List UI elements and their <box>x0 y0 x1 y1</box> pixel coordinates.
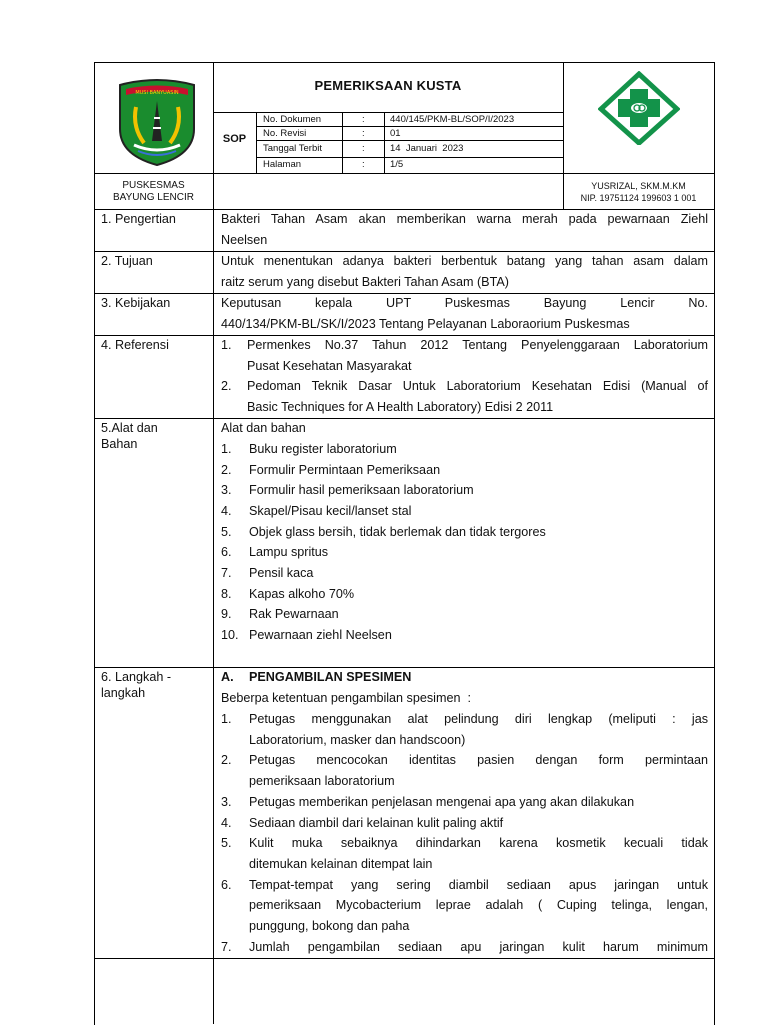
section-label-pengertian: 1. Pengertian <box>101 212 176 226</box>
section-label-kebijakan: 3. Kebijakan <box>101 296 171 310</box>
list-item-line: Pedoman Teknik Dasar Untuk Laboratorium Kesehatan Edisi (Manual of <box>247 379 708 393</box>
section-text-line: Keputusan kepala UPT Puskesmas Bayung Lencir No. <box>221 296 708 310</box>
list-number: 9. <box>221 607 232 621</box>
list-item: Lampu spritus <box>249 545 329 559</box>
list-item-line: Laboratorium, masker dan handscoon) <box>249 733 466 747</box>
list-item: Rak Pewarnaan <box>249 607 339 621</box>
list-item-line: Petugas mencocokan identitas pasien dengan form permintaan <box>249 753 708 767</box>
header-bottom-line <box>94 173 714 174</box>
meta-colon-revision: : <box>362 128 365 139</box>
section-label-alat-bahan: 5.Alat dan <box>101 421 158 435</box>
list-number: 1. <box>221 712 232 726</box>
sop-divider <box>256 112 257 173</box>
section-intro: Alat dan bahan <box>221 421 306 435</box>
list-number: 6. <box>221 545 232 559</box>
row5-bottom-line <box>94 667 714 668</box>
list-item-line: Petugas memberikan penjelasan mengenai apa yang akan dilakukan <box>249 795 635 809</box>
list-item: Buku register laboratorium <box>249 442 397 456</box>
meta-label-doc: No. Dokumen <box>263 114 322 125</box>
list-number: 4. <box>221 504 232 518</box>
section-label-tujuan: 2. Tujuan <box>101 254 153 268</box>
list-item-line: Sediaan diambil dari kelainan kulit paling aktif <box>249 816 504 830</box>
section-label-referensi: 4. Referensi <box>101 338 169 352</box>
subheading-pengambilan-spesimen: PENGAMBILAN SPESIMEN <box>249 670 412 684</box>
meta-value-revision: 01 <box>390 128 401 139</box>
list-item: Pensil kaca <box>249 566 314 580</box>
meta-label-revision: No. Revisi <box>263 128 307 139</box>
list-item: Kapas alkoho 70% <box>249 587 355 601</box>
section-text-line: Bakteri Tahan Asam akan memberikan warna merah pada pewarnaan Ziehl <box>221 212 708 226</box>
row4-bottom-line <box>94 418 714 419</box>
org-row-bottom-line <box>94 209 714 210</box>
signer-name: YUSRIZAL, SKM.M.KM <box>591 181 686 191</box>
section-intro: Beberpa ketentuan pengambilan spesimen : <box>221 691 471 705</box>
meta-value-doc-number: 440/145/PKM-BL/SOP/I/2023 <box>390 114 515 125</box>
section-text-line: Untuk menentukan adanya bakteri berbentuk batang yang tahan asam dalam <box>221 254 708 268</box>
list-number: 2. <box>221 379 232 393</box>
list-number: 6. <box>221 878 232 892</box>
list-item-line: Tempat-tempat yang sering diambil sediaan apus jaringan untuk <box>249 878 708 892</box>
row3-bottom-line <box>94 335 714 336</box>
list-item: Pewarnaan ziehl Neelsen <box>249 628 392 642</box>
list-number: 4. <box>221 816 232 830</box>
list-item: Skapel/Pisau kecil/lanset stal <box>249 504 412 518</box>
list-number: 5. <box>221 836 232 850</box>
meta-colon-divider <box>384 112 385 173</box>
meta-colon-page: : <box>362 159 365 170</box>
regional-coat-of-arms-icon <box>114 77 200 167</box>
section-label-langkah: 6. Langkah - <box>101 670 172 684</box>
list-number: 7. <box>221 566 232 580</box>
org-name-line2: BAYUNG LENCIR <box>113 192 194 203</box>
list-number: 2. <box>221 753 232 767</box>
meta-label-date: Tanggal Terbit <box>263 143 322 154</box>
section-text-line: 440/134/PKM-BL/SK/I/2023 Tentang Pelayanan Laboraorium Puskesmas <box>221 317 630 331</box>
row2-bottom-line <box>94 293 714 294</box>
meta-label-divider <box>342 112 343 173</box>
list-number: 1. <box>221 442 232 456</box>
row1-bottom-line <box>94 251 714 252</box>
meta-value-date: 14 Januari 2023 <box>390 143 464 154</box>
sop-label: SOP <box>222 133 247 145</box>
list-number: 2. <box>221 463 232 477</box>
list-item: Formulir hasil pemeriksaan laboratorium <box>249 483 474 497</box>
section-label-langkah-line2: langkah <box>101 686 146 700</box>
meta-colon-doc: : <box>362 114 365 125</box>
list-item: Objek glass bersih, tidak berlemak dan tidak tergores <box>249 525 546 539</box>
list-item-line: punggung, bokong dan paha <box>249 919 410 933</box>
signer-nip: NIP. 19751124 199603 1 001 <box>580 193 697 203</box>
list-item-line: Permenkes No.37 Tahun 2012 Tentang Penyelenggaraan Laboratorium <box>247 338 708 352</box>
meta-line-3 <box>256 157 563 158</box>
list-item-line: Basic Techniques for A Health Laboratory) Edisi 2 2011 <box>247 400 554 414</box>
section-text-line: raitz serum yang disebut Bakteri Tahan Asam (BTA) <box>221 275 509 289</box>
meta-line-1 <box>256 126 563 127</box>
list-number: 8. <box>221 587 232 601</box>
meta-value-page: 1/5 <box>390 159 404 170</box>
page-cut-line <box>94 958 714 959</box>
org-name-line1: PUSKESMAS <box>122 180 185 191</box>
title-bottom-line <box>213 112 563 113</box>
left-column-divider <box>213 62 214 1024</box>
subheading-letter: A. <box>221 670 234 684</box>
list-item-line: ditemukan kelainan ditempat lain <box>249 857 433 871</box>
section-text-line: Neelsen <box>221 233 268 247</box>
list-number: 5. <box>221 525 232 539</box>
list-number: 7. <box>221 940 232 954</box>
list-number: 3. <box>221 795 232 809</box>
list-item-line: Petugas menggunakan alat pelindung diri lengkap (meliputi : jas <box>249 712 708 726</box>
meta-colon-date: : <box>362 143 365 154</box>
list-number: 10. <box>221 628 239 642</box>
list-item-line: Kulit muka sebaiknya dihindarkan karena kosmetik kecuali tidak <box>249 836 708 850</box>
meta-label-page: Halaman <box>263 159 302 170</box>
list-number: 3. <box>221 483 232 497</box>
document-title: PEMERIKSAAN KUSTA <box>314 78 462 93</box>
list-item-line: Pusat Kesehatan Masyarakat <box>247 359 412 373</box>
list-item-line: pemeriksaan laboratorium <box>249 774 395 788</box>
meta-line-2 <box>256 140 563 141</box>
list-item-line: pemeriksaan Mycobacterium leprae adalah ( Cuping telinga, lengan, <box>249 898 708 912</box>
svg-text:MUSI BANYUASIN: MUSI BANYUASIN <box>135 90 179 96</box>
section-label-alat-bahan-line2: Bahan <box>101 437 138 451</box>
list-item-line: Jumlah pengambilan sediaan apu jaringan kulit harum minimum <box>249 940 708 954</box>
list-item: Formulir Permintaan Pemeriksaan <box>249 463 441 477</box>
list-number: 1. <box>221 338 232 352</box>
puskesmas-green-cross-logo-icon <box>598 71 680 145</box>
